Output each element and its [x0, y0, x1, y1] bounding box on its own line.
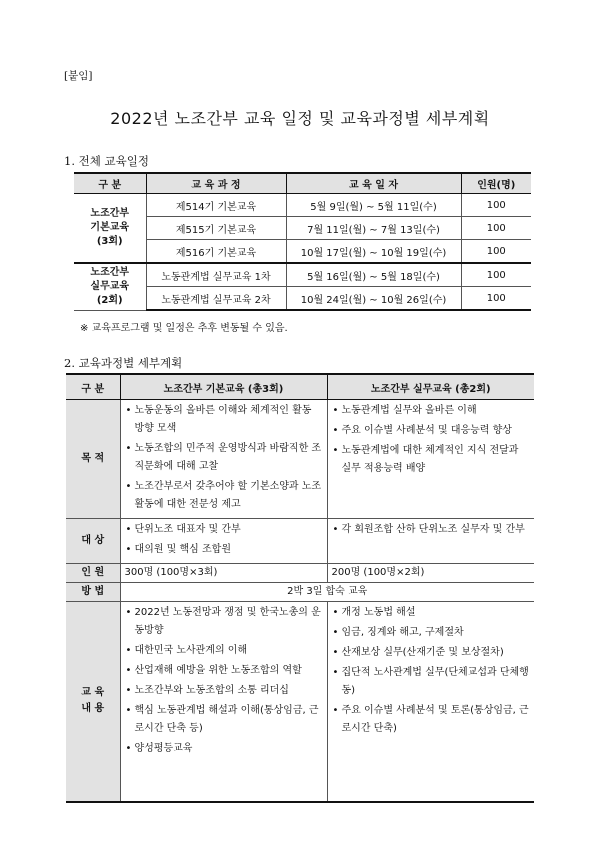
course-cell: 노동관계법 실무교육 2차 [146, 287, 286, 311]
header-category: 구 분 [66, 374, 120, 400]
list-item: • 개정 노동법 해설 [332, 604, 531, 622]
attachment-label: [붙임] [64, 70, 93, 82]
list-item: • 집단적 노사관계법 실무(단체교섭과 단체행동) [332, 664, 531, 700]
list-item: • 핵심 노동관계법 해설과 이해(통상임금, 근로시간 단축 등) [125, 702, 323, 738]
list-item: • 노동관계법에 대한 체계적인 지식 전달과 실무 적용능력 배양 [332, 442, 531, 478]
section2-heading: 2. 교육과정별 세부계획 [64, 356, 183, 370]
count-cell: 100 [461, 194, 531, 217]
course-cell: 제514기 기본교육 [146, 194, 286, 217]
method-value: 2박 3일 합숙 교육 [120, 583, 534, 602]
list-item: • 각 회원조합 산하 단위노조 실무자 및 간부 [332, 521, 531, 539]
header-basic: 노조간부 기본교육 (총3회) [120, 374, 327, 400]
method-label: 방 법 [66, 583, 120, 602]
headcount-label: 인 원 [66, 564, 120, 583]
course-cell: 노동관계법 실무교육 1차 [146, 263, 286, 287]
target-practical [327, 519, 534, 564]
count-cell: 100 [461, 240, 531, 264]
count-cell: 100 [461, 287, 531, 311]
plan-header-row [66, 374, 534, 400]
schedule-table [74, 172, 531, 311]
count-cell: 100 [461, 263, 531, 287]
header-practical: 노조간부 실무교육 (총2회) [327, 374, 534, 400]
document-title: 2022년 노조간부 교육 일정 및 교육과정별 세부계획 [110, 109, 490, 128]
content-row [66, 602, 534, 802]
date-cell: 7월 11일(월) ~ 7월 13일(수) [286, 217, 461, 240]
date-cell: 10월 24일(월) ~ 10월 26일(수) [286, 287, 461, 311]
schedule-header-row [74, 173, 531, 194]
list-item: • 2022년 노동전망과 쟁점 및 한국노총의 운동방향 [125, 604, 323, 640]
content-practical [327, 602, 534, 802]
method-row [66, 583, 534, 602]
date-cell: 5월 16일(월) ~ 5월 18일(수) [286, 263, 461, 287]
headcount-basic: 300명 (100명×3회) [120, 564, 327, 583]
course-cell: 제516기 기본교육 [146, 240, 286, 264]
headcount-row [66, 564, 534, 583]
target-label: 대 상 [66, 519, 120, 564]
table-row [74, 194, 531, 217]
header-count: 인원(명) [461, 173, 531, 194]
header-category: 구 분 [74, 173, 146, 194]
list-item: • 대의원 및 핵심 조합원 [125, 541, 323, 559]
list-item: • 주요 이슈별 사례분석 및 대응능력 향상 [332, 422, 531, 440]
list-item: • 양성평등교육 [125, 740, 323, 758]
purpose-basic [120, 400, 327, 519]
date-cell: 10월 17일(월) ~ 10월 19일(수) [286, 240, 461, 264]
list-item: • 산재보상 실무(산재기준 및 보상절차) [332, 644, 531, 662]
header-course: 교 육 과 정 [146, 173, 286, 194]
course-cell: 제515기 기본교육 [146, 217, 286, 240]
target-basic [120, 519, 327, 564]
content-basic [120, 602, 327, 802]
section1-heading: 1. 전체 교육일정 [64, 154, 149, 168]
group-practical-name: 노조간부 실무교육 (2회) [74, 263, 146, 310]
list-item: • 단위노조 대표자 및 간부 [125, 521, 323, 539]
list-item: • 산업재해 예방을 위한 노동조합의 역할 [125, 662, 323, 680]
list-item: • 노동조합의 민주적 운영방식과 바람직한 조직문화에 대해 고찰 [125, 440, 323, 476]
date-cell: 5월 9일(월) ~ 5월 11일(수) [286, 194, 461, 217]
list-item: • 노조간부와 노동조합의 소통 리더십 [125, 682, 323, 700]
content-label: 교 육 내 용 [66, 602, 120, 802]
purpose-label: 목 적 [66, 400, 120, 519]
header-date: 교 육 일 자 [286, 173, 461, 194]
schedule-note: ※ 교육프로그램 및 일정은 추후 변동될 수 있음. [80, 323, 288, 334]
table-row [74, 263, 531, 287]
list-item: • 주요 이슈별 사례분석 및 토론(통상임금, 근로시간 단축) [332, 702, 531, 738]
purpose-row [66, 400, 534, 519]
list-item: • 임금, 징계와 해고, 구제절차 [332, 624, 531, 642]
plan-table [66, 373, 534, 803]
headcount-practical: 200명 (100명×2회) [327, 564, 534, 583]
list-item: • 대한민국 노사관계의 이해 [125, 642, 323, 660]
group-basic-name: 노조간부 기본교육 (3회) [74, 194, 146, 264]
target-row [66, 519, 534, 564]
count-cell: 100 [461, 217, 531, 240]
list-item: • 노조간부로서 갖추어야 할 기본소양과 노조활동에 대한 전문성 제고 [125, 478, 323, 514]
list-item: • 노동관계법 실무와 올바른 이해 [332, 402, 531, 420]
list-item: • 노동운동의 올바른 이해와 체계적인 활동 방향 모색 [125, 402, 323, 438]
purpose-practical [327, 400, 534, 519]
